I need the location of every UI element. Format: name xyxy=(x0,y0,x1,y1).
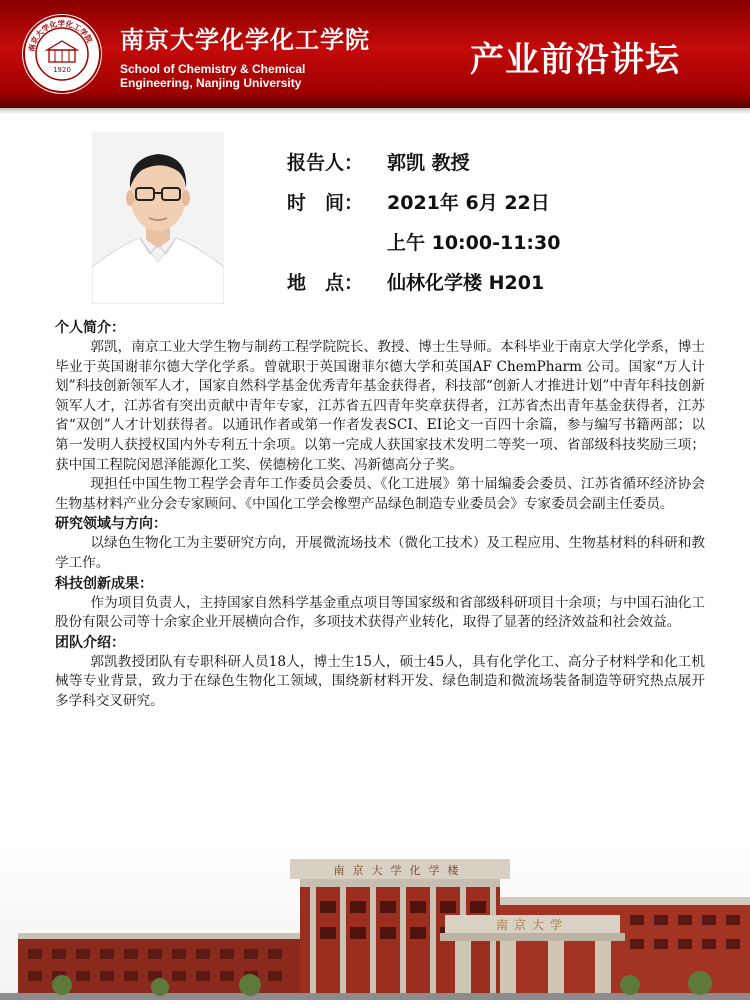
school-name-en xyxy=(120,62,305,90)
speaker-value: 郭凯 教授 xyxy=(387,152,470,174)
speaker-label: 报告人： xyxy=(287,152,364,174)
bio-paragraph-1: 郭凯，南京工业大学生物与制药工程学院院长、教授、博士生导师。本科毕业于南京大学化学系，博士毕业于英国谢菲尔德大学化学系。曾就职于英国谢菲尔德大学和英国AF ChemPharm 公司。国家“万人计划”科技创新领军人才，国家自然科学基金优秀青年基金获得者，科技部“创新人才推进计划”中青年科技创新领军人才，江苏省有突出贡献中青年专家，江苏省五四青年奖章获得者，江苏省杰出青年基金获得者，江苏省“双创”人才计划获得者。以通讯作者或第一作者发表SCI、EI论文一百四十余篇，参与编写书籍两部；以第一发明人获授权国内外专利五十余项。以第一完成人获国家技术发明二等奖一项、省部级科技奖励三项；获中国工程院闵恩泽能源化工奖、侯德榜化工奖、冯新德高分子奖。 xyxy=(55,339,705,473)
date-value: 2021年 6月 22日 xyxy=(387,192,550,214)
place-label: 地 点： xyxy=(287,272,364,294)
chemistry-building-image xyxy=(0,845,750,1000)
section-title-research: 研究领域与方向： xyxy=(55,516,167,533)
research-paragraph: 以绿色生物化工为主要研究方向，开展微流场技术（微化工技术）及工程应用、生物基材料的科研和教学工作。 xyxy=(55,535,705,571)
speaker-photo xyxy=(92,132,224,304)
header-shadow xyxy=(0,108,750,114)
achievements-paragraph: 作为项目负责人，主持国家自然科学基金重点项目等国家级和省部级科研项目十余项；与中国石油化工股份有限公司等十余家企业开展横向合作，多项技术获得产业转化，取得了显著的经济效益和社会效益。 xyxy=(55,594,705,631)
school-name-en-line1: School of Chemistry & Chemical xyxy=(120,62,306,76)
section-title-bio: 个人简介： xyxy=(55,320,125,336)
seal-arc-text: 南京大学化学化工学院 xyxy=(26,18,95,53)
school-name-en-line2: Engineering, Nanjing University xyxy=(120,76,302,90)
building-sign-main: 南京大学化学楼 xyxy=(333,864,467,877)
bio-paragraph-2: 现担任中国生物工程学会青年工作委员会委员、《化工进展》第十届编委会委员、江苏省循环经济协会生物基材料产业分会专家顾问、《中国化工学会橡塑产品绿色制造专业委员会》专家委员会副主任委员。 xyxy=(55,476,705,512)
header-banner xyxy=(0,0,750,108)
content-body xyxy=(55,318,705,712)
section-title-team: 团队介绍： xyxy=(55,634,125,651)
event-title: 产业前沿讲坛 xyxy=(470,40,680,80)
team-paragraph: 郭凯教授团队有专职科研人员18人，博士生15人，硕士45人，具有化学化工、高分子材料学和化工机械等专业背景，致力于在绿色生物化工领域，围绕新材料开发、绿色制造和微流场装备制造等研究热点展开多学科交叉研究。 xyxy=(55,653,705,709)
seal-year: 1920 xyxy=(53,66,71,74)
place-value: 仙林化学楼 H201 xyxy=(387,272,545,294)
time-label: 时 间： xyxy=(287,192,364,214)
school-seal-logo xyxy=(22,14,102,94)
gate-sign: 南京大学 xyxy=(495,918,569,932)
section-title-achievements: 科技创新成果： xyxy=(55,575,153,592)
school-name-cn: 南京大学化学化工学院 xyxy=(120,25,370,54)
time-value: 上午 10:00-11:30 xyxy=(387,232,561,254)
